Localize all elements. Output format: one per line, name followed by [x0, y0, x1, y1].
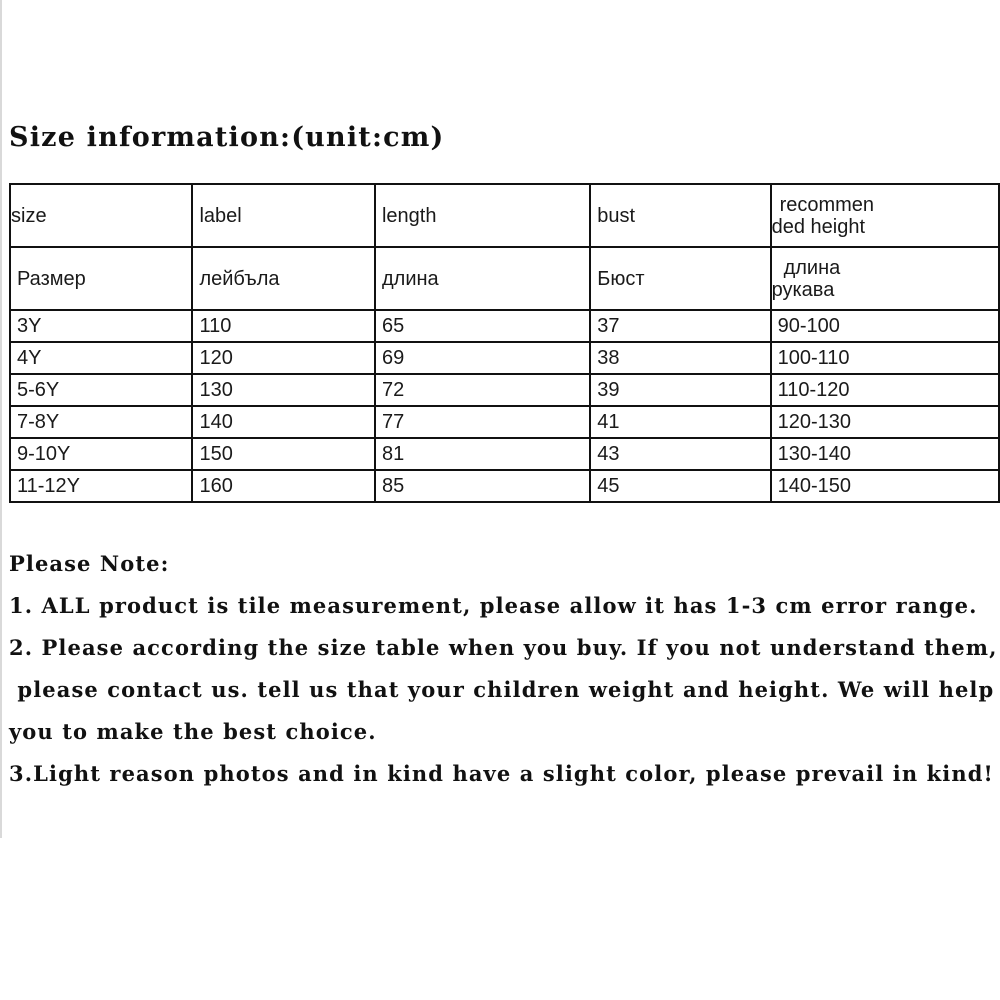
cell-size: 9-10Y — [10, 438, 192, 470]
table-row — [10, 438, 999, 470]
table-row — [10, 374, 999, 406]
note-line-2-end: you to make the best choice. — [9, 719, 377, 744]
cell-bust: 45 — [590, 470, 770, 502]
cell-bust: 38 — [590, 342, 770, 374]
cell-bust: 41 — [590, 406, 770, 438]
cell-bust: 37 — [590, 310, 770, 342]
header-sleeve-line1: длина — [783, 256, 841, 279]
table-header-english — [10, 184, 999, 247]
cell-height: 100-110 — [771, 342, 999, 374]
header-label: label — [192, 184, 375, 247]
cell-height: 140-150 — [771, 470, 999, 502]
cell-label: 130 — [192, 374, 375, 406]
cell-label: 150 — [192, 438, 375, 470]
header-height-line1: recommen — [779, 193, 875, 216]
cell-length: 85 — [375, 470, 590, 502]
notes-heading: Please Note: — [9, 551, 170, 576]
header-sleeve-length-ru — [771, 247, 999, 310]
page-title: Size information:(unit:cm) — [9, 122, 445, 153]
table-row — [10, 406, 999, 438]
cell-height: 110-120 — [771, 374, 999, 406]
cell-size: 4Y — [10, 342, 192, 374]
cell-label: 120 — [192, 342, 375, 374]
header-recommended-height — [771, 184, 999, 247]
note-line-3: 3.Light reason photos and in kind have a slight color, please prevail in kind! — [9, 761, 994, 786]
header-height-line2: ded height — [771, 215, 865, 238]
cell-size: 7-8Y — [10, 406, 192, 438]
note-line-2-cont: please contact us. tell us that your children weight and height. We will help — [9, 677, 995, 702]
header-size-ru: Размер — [10, 247, 192, 310]
table-row — [10, 310, 999, 342]
cell-height: 130-140 — [771, 438, 999, 470]
cell-label: 140 — [192, 406, 375, 438]
table-row — [10, 342, 999, 374]
header-length: length — [375, 184, 590, 247]
cell-length: 65 — [375, 310, 590, 342]
table-header-russian — [10, 247, 999, 310]
note-line-2: 2. Please according the size table when you buy. If you not understand them, — [9, 635, 998, 660]
cell-bust: 39 — [590, 374, 770, 406]
cell-height: 90-100 — [771, 310, 999, 342]
header-bust: bust — [590, 184, 770, 247]
cell-size: 3Y — [10, 310, 192, 342]
notes-section — [9, 547, 998, 799]
left-edge-divider — [0, 0, 2, 838]
cell-size: 11-12Y — [10, 470, 192, 502]
cell-length: 69 — [375, 342, 590, 374]
table-row — [10, 470, 999, 502]
cell-bust: 43 — [590, 438, 770, 470]
header-label-ru: лейбъла — [192, 247, 375, 310]
cell-label: 110 — [192, 310, 375, 342]
note-line-1: 1. ALL product is tile measurement, please allow it has 1-3 cm error range. — [9, 593, 978, 618]
header-size: size — [10, 184, 192, 247]
cell-label: 160 — [192, 470, 375, 502]
header-bust-ru: Бюст — [590, 247, 770, 310]
header-sleeve-line2: рукава — [771, 278, 835, 301]
cell-length: 77 — [375, 406, 590, 438]
header-length-ru: длина — [375, 247, 590, 310]
cell-length: 72 — [375, 374, 590, 406]
cell-length: 81 — [375, 438, 590, 470]
cell-size: 5-6Y — [10, 374, 192, 406]
cell-height: 120-130 — [771, 406, 999, 438]
size-table — [9, 183, 1000, 503]
